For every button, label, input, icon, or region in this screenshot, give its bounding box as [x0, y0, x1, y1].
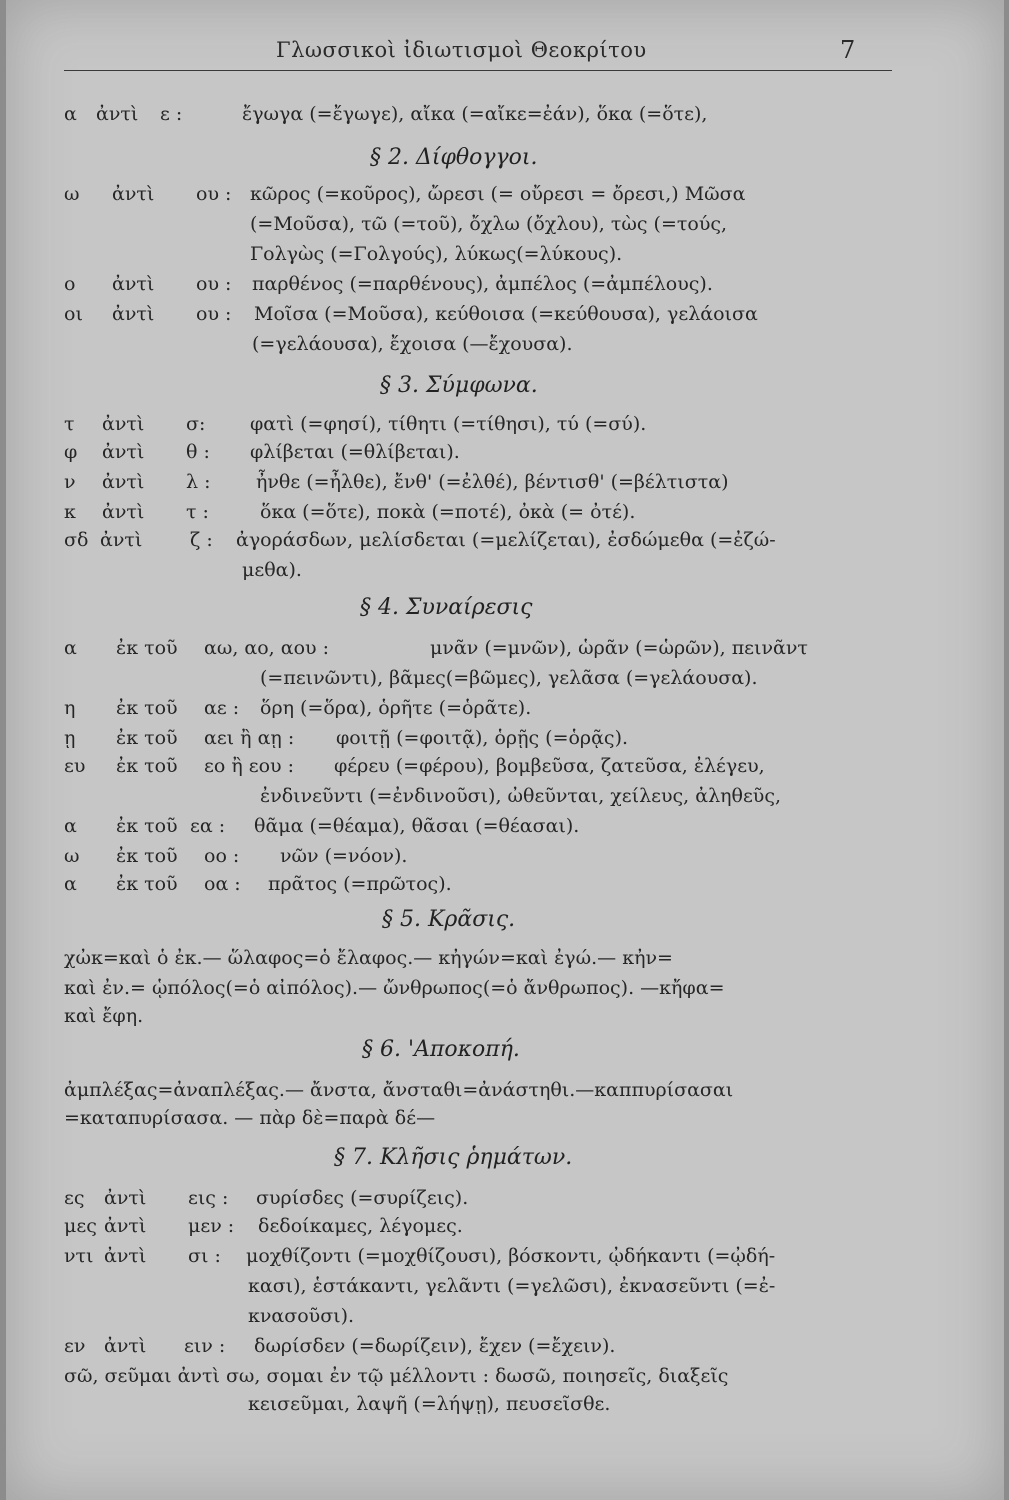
entry-source: εις :	[188, 1187, 229, 1209]
entry-examples: ἔγωγα (=ἔγωγε), αἴκα (=αἴκε=ἐάν), ὅκα (=ὅτε),	[242, 103, 708, 125]
entry-relation: ἀντὶ	[102, 413, 145, 435]
entry-examples: φατὶ (=φησί), τίθητι (=τίθησι), τύ (=σύ).	[250, 413, 647, 435]
crasis-line: καὶ ἔφη.	[64, 1005, 144, 1027]
page-number: 7	[840, 36, 856, 64]
entry-examples: ὅκα (=ὅτε), ποκὰ (=ποτέ), ὀκὰ (= ὀτέ).	[260, 501, 636, 523]
entry-relation: ἐκ τοῦ	[116, 845, 178, 867]
entry-letter: εν	[64, 1335, 86, 1357]
running-header	[6, 38, 1004, 68]
apocope-line: ἀμπλέξας=ἀναπλέξας.— ἄνστα, ἄνσταθι=ἀνάστηθι.—καππυρίσασαι	[64, 1079, 734, 1101]
header-title: Γλωσσικοὶ ἰδιωτισμοὶ Θεοκρίτου	[276, 38, 647, 62]
entry-source: οα :	[204, 873, 241, 895]
entry-relation: ἐκ τοῦ	[116, 697, 178, 719]
entry-source: τ :	[186, 501, 209, 523]
section-heading-5: § 5. Κρᾶσις.	[382, 907, 516, 932]
entry-source: μεν :	[188, 1215, 235, 1237]
entry-continuation: (=πεινῶντι), βᾶμες(=βῶμες), γελᾶσα (=γελάουσα).	[260, 667, 758, 689]
entry-examples: φλίβεται (=θλίβεται).	[250, 441, 460, 463]
entry-continuation: Γολγὼς (=Γολγούς), λύκως(=λύκους).	[250, 243, 623, 265]
entry-relation: ἐκ τοῦ	[116, 873, 178, 895]
entry-letter: ες	[64, 1187, 85, 1209]
entry-examples: νῶν (=νόον).	[280, 845, 408, 867]
entry-source: ειν :	[184, 1335, 226, 1357]
entry-examples: δωρίσδεν (=δωρίζειν), ἔχεν (=ἔχειν).	[254, 1335, 616, 1357]
entry-relation: ἀντὶ	[112, 303, 155, 325]
entry-letter: ντι	[64, 1245, 94, 1267]
entry-examples: μοχθίζοντι (=μοχθίζουσι), βόσκοντι, ᾠδήκαντι (=ᾠδή-	[246, 1245, 776, 1267]
entry-examples: μνᾶν (=μνῶν), ὡρᾶν (=ὡρῶν), πεινᾶντ	[430, 637, 808, 659]
entry-continuation: ἐνδινεῦντι (=ἐνδινοῦσι), ὠθεῦνται, χείλευς, ἀληθεῦς,	[260, 785, 782, 807]
future-line: σῶ, σεῦμαι ἀντὶ σω, σομαι ἐν τῷ μέλλοντι : δωσῶ, ποιησεῖς, διαξεῖς	[64, 1365, 729, 1387]
entry-source: αει ἢ αῃ :	[204, 727, 295, 749]
entry-relation: ἀντὶ	[104, 1215, 147, 1237]
entry-letter: μες	[64, 1215, 97, 1237]
entry-examples: ὅρη (=ὅρα), ὁρῆτε (=ὁρᾶτε).	[260, 697, 532, 719]
entry-source: αε :	[204, 697, 240, 719]
entry-letter: η	[64, 697, 76, 719]
entry-relation: ἀντὶ	[102, 501, 145, 523]
entry-source: θ :	[186, 441, 210, 463]
entry-examples: φοιτῇ (=φοιτᾷ), ὁρῇς (=ὁρᾷς).	[336, 727, 629, 749]
entry-examples: φέρευ (=φέρου), βομβεῦσα, ζατεῦσα, ἐλέγευ,	[334, 755, 765, 777]
entry-letter: ω	[64, 183, 80, 205]
entry-letter: α	[64, 637, 77, 659]
entry-letter: φ	[64, 441, 78, 463]
entry-source: ου :	[196, 183, 232, 205]
entry-letter: α	[64, 815, 77, 837]
entry-relation: ἀντὶ	[96, 103, 139, 125]
entry-examples: πρᾶτος (=πρῶτος).	[268, 873, 452, 895]
book-page	[6, 0, 1004, 1500]
entry-letter: α	[64, 103, 77, 125]
entry-continuation: (=Μοῦσα), τῶ (=τοῦ), ὄχλω (ὄχλου), τὼς (=τούς,	[250, 213, 728, 235]
entry-relation: ἀντὶ	[112, 183, 155, 205]
future-continuation: κεισεῦμαι, λαψῆ (=λήψῃ), πευσεῖσθε.	[248, 1393, 611, 1415]
entry-letter: ω	[64, 845, 80, 867]
entry-examples: ἦνθε (=ἦλθε), ἔνθ' (=ἐλθέ), βέντισθ' (=βέλτιστα)	[256, 471, 729, 493]
entry-continuation: κασι), ἑστάκαντι, γελᾶντι (=γελῶσι), ἐκνασεῦντι (=ἐ-	[248, 1275, 776, 1297]
entry-source: σι :	[188, 1245, 221, 1267]
section-heading-3: § 3. Σύμφωνα.	[380, 373, 538, 398]
entry-letter: ευ	[64, 755, 86, 777]
entry-letter: ν	[64, 471, 76, 493]
header-rule	[64, 70, 892, 71]
entry-continuation: μεθα).	[242, 559, 302, 581]
entry-source: ε :	[160, 103, 183, 125]
entry-letter: οι	[64, 303, 83, 325]
entry-relation: ἀντὶ	[104, 1245, 147, 1267]
entry-source: εο ἢ εου :	[204, 755, 295, 777]
entry-examples: θᾶμα (=θέαμα), θᾶσαι (=θέασαι).	[254, 815, 580, 837]
entry-relation: ἐκ τοῦ	[116, 637, 178, 659]
entry-source: εα :	[190, 815, 226, 837]
entry-examples: παρθένος (=παρθένους), ἀμπέλος (=ἀμπέλους).	[252, 273, 713, 295]
entry-examples: συρίσδες (=συρίζεις).	[256, 1187, 469, 1209]
entry-relation: ἀντὶ	[100, 529, 143, 551]
section-heading-4: § 4. Συναίρεσις	[360, 595, 533, 620]
entry-continuation: κνασοῦσι).	[248, 1305, 355, 1327]
entry-source: λ :	[186, 471, 211, 493]
entry-letter: τ	[64, 413, 75, 435]
entry-examples: δεδοίκαμες, λέγομες.	[258, 1215, 463, 1237]
entry-source: σ:	[186, 413, 206, 435]
entry-letter: κ	[64, 501, 76, 523]
entry-letter: σδ	[64, 529, 89, 551]
entry-source: ου :	[196, 303, 232, 325]
entry-source: ου :	[196, 273, 232, 295]
entry-letter: ο	[64, 273, 76, 295]
entry-relation: ἀντὶ	[102, 441, 145, 463]
entry-relation: ἐκ τοῦ	[116, 755, 178, 777]
section-heading-2: § 2. Δίφθογγοι.	[370, 145, 538, 170]
entry-examples: κῶρος (=κοῦρος), ὤρεσι (= οὔρεσι = ὄρεσι,) Μῶσα	[250, 183, 746, 205]
apocope-line: =καταπυρίσασα. — πὰρ δὲ=παρὰ δέ—	[64, 1107, 436, 1129]
entry-letter: α	[64, 873, 77, 895]
crasis-line: καὶ ἐν.= ᾡπόλος(=ὁ αἰπόλος).— ὤνθρωπος(=ὁ ἄνθρωπος). —κἤφα=	[64, 977, 725, 999]
entry-relation: ἀντὶ	[104, 1187, 147, 1209]
entry-continuation: (=γελάουσα), ἔχοισα (—ἔχουσα).	[252, 333, 573, 355]
entry-source: ζ :	[190, 529, 213, 551]
crasis-line: χὠκ=καὶ ὁ ἐκ.— ὥλαφος=ὁ ἔλαφος.— κἠγών=καὶ ἐγώ.— κἠν=	[64, 947, 673, 969]
entry-letter: ῃ	[64, 727, 76, 749]
entry-examples: ἀγοράσδων, μελίσδεται (=μελίζεται), ἐσδώμεθα (=ἐζώ-	[236, 529, 776, 551]
entry-source: αω, αο, αου :	[204, 637, 330, 659]
entry-relation: ἀντὶ	[112, 273, 155, 295]
section-heading-6: § 6. 'Αποκοπή.	[362, 1037, 520, 1062]
entry-relation: ἐκ τοῦ	[116, 815, 178, 837]
entry-relation: ἀντὶ	[104, 1335, 147, 1357]
entry-relation: ἀντὶ	[102, 471, 145, 493]
entry-source: οο :	[204, 845, 240, 867]
entry-relation: ἐκ τοῦ	[116, 727, 178, 749]
entry-examples: Μοῖσα (=Μοῦσα), κεύθοισα (=κεύθουσα), γελάοισα	[254, 303, 758, 325]
section-heading-7: § 7. Κλῆσις ῥημάτων.	[334, 1145, 573, 1170]
